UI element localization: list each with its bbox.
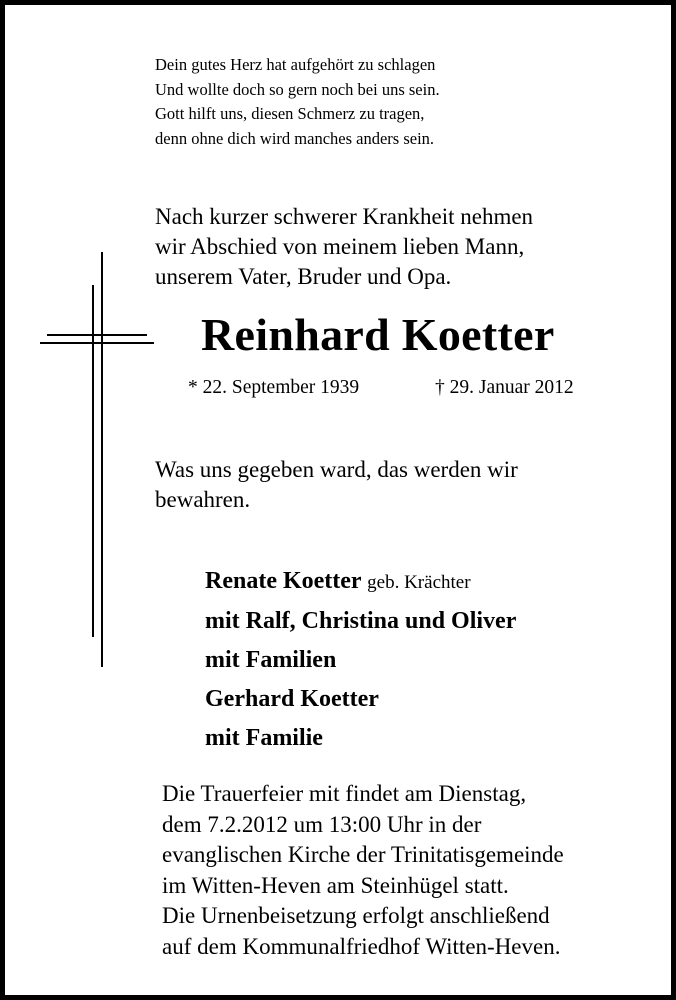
poem-line: denn ohne dich wird manches anders sein. <box>155 128 435 148</box>
family-first-name: Renate Koetter <box>205 568 362 594</box>
cross-vertical-bar-left <box>92 285 94 637</box>
poem-line: Und wollte doch so gern noch bei uns sein. <box>155 79 440 99</box>
cross-vertical-bar-right <box>101 252 103 667</box>
deceased-name: Reinhard Koetter <box>201 309 555 360</box>
service-line: dem 7.2.2012 um 13:00 Uhr in der <box>162 811 482 837</box>
poem-line: Dein gutes Herz hat aufgehört zu schlagen <box>155 55 436 74</box>
family-line: mit Familien <box>205 647 337 673</box>
intro-text <box>155 202 533 292</box>
service-line: Die Urnenbeisetzung erfolgt anschließend <box>162 903 550 928</box>
family-line: Gerhard Koetter <box>205 686 379 712</box>
service-details <box>162 779 564 962</box>
motto <box>155 455 518 515</box>
service-line: Die Trauerfeier mit findet am Dienstag, <box>162 781 527 806</box>
family-line <box>205 562 516 602</box>
cross-horizontal-bar-bottom <box>40 342 154 344</box>
maiden-name: geb. Krächter <box>367 572 471 593</box>
family-line: mit Ralf, Christina und Oliver <box>205 608 517 634</box>
motto-line: Was uns gegeben ward, das werden wir <box>155 457 518 482</box>
service-line: evanglischen Kirche der Trinitatisgemeinde <box>162 842 564 867</box>
family-signatures <box>205 562 516 758</box>
cross-horizontal-bar-top <box>47 334 147 336</box>
poem <box>155 53 440 151</box>
service-line: auf dem Kommunalfriedhof Witten-Heven. <box>162 933 561 959</box>
family-line: mit Familie <box>205 725 323 751</box>
poem-line: Gott hilft uns, diesen Schmerz zu tragen, <box>155 104 425 123</box>
intro-line: unserem Vater, Bruder und Opa. <box>155 264 452 289</box>
death-date: † 29. Januar 2012 <box>435 377 574 398</box>
birth-date: * 22. September 1939 <box>188 377 360 398</box>
motto-line: bewahren. <box>155 487 251 512</box>
service-line: im Witten-Heven am Steinhügel statt. <box>162 872 509 898</box>
intro-line: wir Abschied von meinem lieben Mann, <box>155 234 525 259</box>
intro-line: Nach kurzer schwerer Krankheit nehmen <box>155 204 534 229</box>
